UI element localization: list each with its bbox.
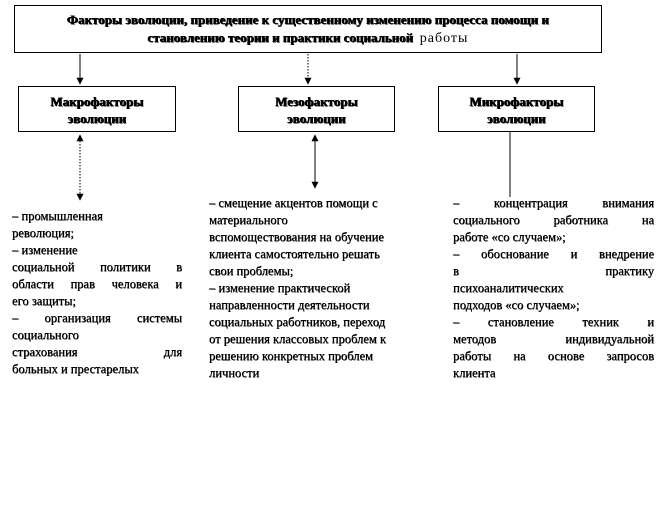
macro-subtitle: эволюции xyxy=(67,111,127,126)
list-line: клиента xyxy=(453,366,496,380)
macro-title: Макрофакторы xyxy=(50,94,144,109)
list-line: больных и престарелых xyxy=(12,362,139,376)
meso-factors-box xyxy=(238,86,395,132)
list-line: социального xyxy=(12,328,79,342)
micro-factors-list xyxy=(453,195,654,382)
meso-factors-list xyxy=(209,195,437,382)
list-line: – смещение акцентов помощи с xyxy=(209,196,378,210)
meso-subtitle: эволюции xyxy=(287,111,346,126)
list-line: социального работника на xyxy=(453,213,654,227)
list-line: материального xyxy=(209,213,288,227)
list-line: революция; xyxy=(12,226,74,240)
list-line: – обоснование и внедрение xyxy=(453,247,654,261)
list-line: психоаналитических xyxy=(453,281,564,295)
list-line: – становление техник и xyxy=(453,315,654,329)
main-title-line2 xyxy=(15,29,601,48)
list-line: решению конкретных проблем xyxy=(209,349,373,363)
list-line: области прав человека и xyxy=(12,277,182,291)
list-line: – изменение xyxy=(12,243,78,257)
micro-factors-box xyxy=(438,86,595,132)
main-title-box xyxy=(14,5,602,53)
list-line: подходов «со случаем»; xyxy=(453,298,580,312)
list-line: – промышленная xyxy=(12,209,103,223)
list-line: свои проблемы; xyxy=(209,264,294,278)
list-line: – изменение практической xyxy=(209,281,351,295)
list-line: социальных работников, переход xyxy=(209,315,386,329)
macro-factors-box xyxy=(18,86,176,132)
list-line: вспомоществования на обучение xyxy=(209,230,384,244)
main-title-line1: Факторы эволюции, приведение к существенному изменению процесса помощи и xyxy=(66,12,550,27)
list-line: методов индивидуальной xyxy=(453,332,654,346)
list-line: направленности деятельности xyxy=(209,298,370,312)
list-line: страхования для xyxy=(12,345,182,359)
main-title-line2-word: работы xyxy=(419,31,469,46)
list-line: работе «со случаем»; xyxy=(453,230,566,244)
list-line: его защиты; xyxy=(12,294,76,308)
list-line: работы на основе запросов xyxy=(453,349,654,363)
main-title-line2-text: становлению теории и практики социальной xyxy=(147,30,414,45)
list-line: от решения классовых проблем к xyxy=(209,332,386,346)
list-line: клиента самостоятельно решать xyxy=(209,247,380,261)
micro-subtitle: эволюции xyxy=(487,111,546,126)
list-line: – концентрация внимания xyxy=(453,196,654,210)
micro-title: Микрофакторы xyxy=(469,94,564,109)
list-line: в практику xyxy=(453,264,654,278)
macro-factors-list xyxy=(12,208,182,378)
list-line: – организация системы xyxy=(12,311,182,325)
meso-title: Мезофакторы xyxy=(275,94,358,109)
list-line: социальной политики в xyxy=(12,260,182,274)
list-line: личности xyxy=(209,366,260,380)
